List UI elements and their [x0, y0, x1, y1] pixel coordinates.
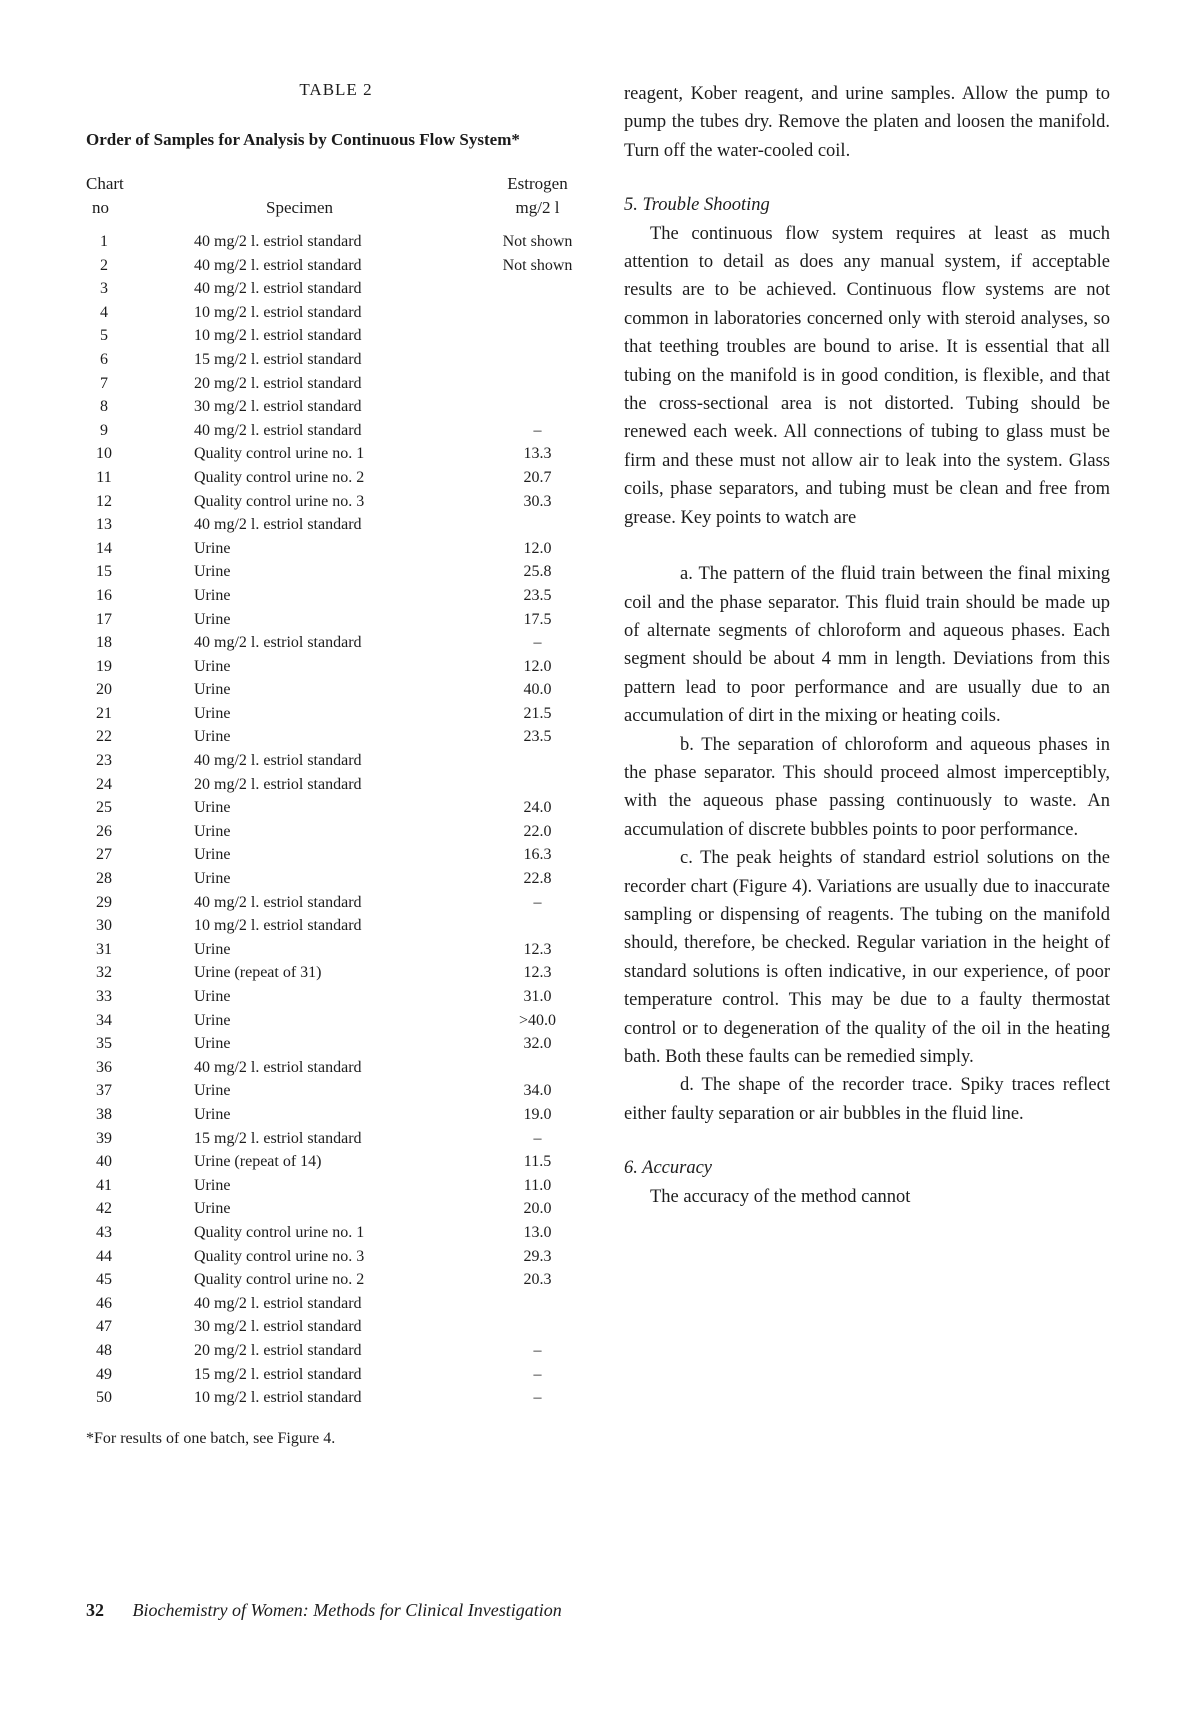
specimen-cell: Urine — [194, 870, 231, 888]
chart-no-cell: 43 — [96, 1223, 112, 1241]
specimen-cell: Urine (repeat of 31) — [194, 964, 322, 982]
specimen-cell: 40 mg/2 l. estriol standard — [194, 893, 362, 911]
table-row — [86, 324, 586, 348]
table-row — [86, 301, 586, 325]
estrogen-cell: 12.0 — [523, 657, 552, 675]
table-row — [86, 914, 586, 938]
specimen-cell: 30 mg/2 l. estriol standard — [194, 398, 362, 416]
table-header — [86, 172, 586, 222]
table-row — [86, 395, 586, 419]
specimen-cell: 15 mg/2 l. estriol standard — [194, 350, 362, 368]
specimen-cell: Urine — [194, 846, 231, 864]
specimen-cell: 20 mg/2 l. estriol standard — [194, 775, 362, 793]
table-title: Order of Samples for Analysis by Continuous Flow System* — [86, 130, 520, 149]
table-row — [86, 1315, 586, 1339]
table-row — [86, 1127, 586, 1151]
specimen-cell: 10 mg/2 l. estriol standard — [194, 303, 362, 321]
specimen-cell: 40 mg/2 l. estriol standard — [194, 256, 362, 274]
specimen-cell: 15 mg/2 l. estriol standard — [194, 1129, 362, 1147]
specimen-cell: 40 mg/2 l. estriol standard — [194, 516, 362, 534]
table-row — [86, 1245, 586, 1269]
chart-no-cell: 7 — [100, 374, 108, 392]
estrogen-cell: – — [533, 893, 542, 911]
estrogen-cell: 13.0 — [523, 1223, 552, 1241]
chart-no-cell: 2 — [100, 256, 108, 274]
accuracy-paragraph: The accuracy of the method cannot — [650, 1186, 911, 1207]
chart-no-cell: 39 — [96, 1129, 112, 1147]
estrogen-cell: 23.5 — [523, 728, 552, 746]
point-a-paragraph: a. The pattern of the fluid train between the final mixing coil and the phase separator. This fluid train should be made up of alternate segments of chloroform and aqueous phases. Each segment should be about 4 mm in length. Deviations from this pattern lead to poor performance and are usually due to an accumulation of dirt in the mixing or heating coils. — [624, 564, 1110, 727]
chart-no-cell: 6 — [100, 350, 108, 368]
specimen-cell: 30 mg/2 l. estriol standard — [194, 1318, 362, 1336]
estrogen-cell: 20.3 — [523, 1271, 552, 1289]
chart-no-cell: 34 — [96, 1011, 112, 1029]
chart-no-cell: 20 — [96, 681, 112, 699]
specimen-cell: 20 mg/2 l. estriol standard — [194, 1341, 362, 1359]
estrogen-cell: 20.7 — [523, 468, 552, 486]
table-row — [86, 678, 586, 702]
header-estrogen-unit: mg/2 l — [515, 198, 560, 217]
estrogen-cell: 23.5 — [523, 586, 552, 604]
specimen-cell: Quality control urine no. 3 — [194, 492, 365, 510]
chart-no-cell: 17 — [96, 610, 112, 628]
specimen-cell: Urine — [194, 1011, 231, 1029]
specimen-cell: Quality control urine no. 3 — [194, 1247, 365, 1265]
estrogen-cell: 13.3 — [523, 445, 552, 463]
chart-no-cell: 16 — [96, 586, 112, 604]
chart-no-cell: 14 — [96, 539, 112, 557]
chart-no-cell: 41 — [96, 1176, 112, 1194]
specimen-cell: Urine — [194, 586, 231, 604]
chart-no-cell: 25 — [96, 799, 112, 817]
chart-no-cell: 29 — [96, 893, 112, 911]
specimen-cell: Quality control urine no. 1 — [194, 1223, 365, 1241]
estrogen-cell: – — [533, 1389, 542, 1407]
table-row — [86, 466, 586, 490]
specimen-cell: Urine — [194, 657, 231, 675]
specimen-cell: 40 mg/2 l. estriol standard — [194, 1058, 362, 1076]
specimen-cell: Quality control urine no. 2 — [194, 1271, 365, 1289]
table-row — [86, 1032, 586, 1056]
chart-no-cell: 13 — [96, 516, 112, 534]
table-row — [86, 277, 586, 301]
chart-no-cell: 36 — [96, 1058, 112, 1076]
estrogen-cell: 40.0 — [523, 681, 552, 699]
estrogen-cell: 31.0 — [523, 988, 552, 1005]
table-label: TABLE 2 — [299, 80, 373, 99]
specimen-cell: 15 mg/2 l. estriol standard — [194, 1365, 362, 1383]
specimen-cell: Urine — [194, 1105, 231, 1123]
chart-no-cell: 46 — [96, 1294, 112, 1312]
specimen-cell: Urine — [194, 681, 231, 699]
chart-no-cell: 11 — [96, 468, 112, 486]
chart-no-cell: 22 — [96, 728, 112, 746]
specimen-cell: 40 mg/2 l. estriol standard — [194, 752, 362, 770]
chart-no-cell: 33 — [96, 988, 112, 1005]
table-row — [86, 843, 586, 867]
specimen-cell: Urine — [194, 988, 231, 1005]
table-row — [86, 725, 586, 749]
specimen-cell: Urine — [194, 822, 231, 840]
chart-no-cell: 31 — [96, 940, 112, 958]
chart-no-cell: 19 — [96, 657, 112, 675]
table-row — [86, 537, 586, 561]
section-heading-accuracy: 6. Accuracy — [624, 1158, 713, 1179]
specimen-cell: 40 mg/2 l. estriol standard — [194, 233, 362, 250]
chart-no-cell: 23 — [96, 752, 112, 770]
table-row — [86, 820, 586, 844]
specimen-cell: Quality control urine no. 2 — [194, 468, 365, 486]
estrogen-cell: 12.3 — [523, 964, 552, 982]
estrogen-cell: 30.3 — [523, 492, 552, 510]
table-row — [86, 1268, 586, 1292]
specimen-cell: 40 mg/2 l. estriol standard — [194, 280, 362, 298]
header-chart: Chart — [86, 174, 124, 193]
table-row — [86, 796, 586, 820]
estrogen-cell: 20.0 — [523, 1200, 552, 1218]
header-estrogen: Estrogen — [507, 174, 568, 193]
body-text — [624, 80, 1110, 1211]
table-row — [86, 631, 586, 655]
chart-no-cell: 42 — [96, 1200, 112, 1218]
specimen-cell: Urine — [194, 1200, 231, 1218]
chart-no-cell: 8 — [100, 398, 108, 416]
estrogen-cell: 34.0 — [523, 1082, 552, 1100]
specimen-cell: Urine — [194, 1176, 231, 1194]
estrogen-cell: Not shown — [502, 256, 573, 274]
chart-no-cell: 32 — [96, 964, 112, 982]
specimen-cell: Urine — [194, 940, 231, 958]
specimen-cell: 10 mg/2 l. estriol standard — [194, 917, 362, 935]
table-row — [86, 1221, 586, 1245]
table-row — [86, 938, 586, 962]
estrogen-cell: 16.3 — [523, 846, 552, 864]
specimen-cell: Urine — [194, 728, 231, 746]
table-row — [86, 1363, 586, 1387]
table-row — [86, 702, 586, 726]
header-specimen: Specimen — [266, 198, 334, 217]
point-b-paragraph: b. The separation of chloroform and aqueous phases in the phase separator. This should proceed almost imperceptibly, with the aqueous phase passing continuously to waste. An accumulation of discrete bubbles points to poor performance. — [624, 734, 1110, 840]
specimen-cell: 40 mg/2 l. estriol standard — [194, 1294, 362, 1312]
chart-no-cell: 1 — [100, 233, 108, 250]
table-row — [86, 1339, 586, 1363]
table-row — [86, 230, 586, 254]
chart-no-cell: 28 — [96, 870, 112, 888]
estrogen-cell: 21.5 — [523, 704, 552, 722]
table-row — [86, 348, 586, 372]
table-row — [86, 419, 586, 443]
point-d-paragraph: d. The shape of the recorder trace. Spiky traces reflect either faulty separation or air bubbles in the fluid line. — [624, 1075, 1110, 1124]
chart-no-cell: 9 — [100, 421, 108, 439]
estrogen-cell: >40.0 — [518, 1011, 557, 1029]
table-row — [86, 442, 586, 466]
chart-no-cell: 3 — [100, 280, 108, 298]
table-row — [86, 1150, 586, 1174]
estrogen-cell: – — [533, 1341, 542, 1359]
estrogen-cell: 12.3 — [523, 940, 552, 958]
estrogen-cell: 12.0 — [523, 539, 552, 557]
specimen-cell: 40 mg/2 l. estriol standard — [194, 421, 362, 439]
page-number: 32 — [86, 1600, 104, 1620]
chart-no-cell: 48 — [96, 1341, 112, 1359]
table-body — [86, 230, 586, 1410]
chart-no-cell: 10 — [96, 445, 112, 463]
table-section — [86, 80, 586, 1448]
table-row — [86, 254, 586, 278]
estrogen-cell: – — [533, 421, 542, 439]
specimen-cell: 20 mg/2 l. estriol standard — [194, 374, 362, 392]
chart-no-cell: 49 — [96, 1365, 112, 1383]
estrogen-cell: 17.5 — [523, 610, 552, 628]
estrogen-cell: – — [533, 1129, 542, 1147]
estrogen-cell: 11.0 — [523, 1176, 552, 1194]
specimen-cell: Quality control urine no. 1 — [194, 445, 365, 463]
specimen-cell: Urine — [194, 704, 231, 722]
chart-no-cell: 37 — [96, 1082, 112, 1100]
chart-no-cell: 44 — [96, 1247, 112, 1265]
table-row — [86, 891, 586, 915]
estrogen-cell: – — [533, 1365, 542, 1383]
chart-no-cell: 50 — [96, 1389, 112, 1407]
table-row — [86, 1292, 586, 1316]
chart-no-cell: 15 — [96, 563, 112, 581]
estrogen-cell: 19.0 — [523, 1105, 552, 1123]
estrogen-cell: 22.0 — [523, 822, 552, 840]
table-row — [86, 1079, 586, 1103]
specimen-cell: Urine — [194, 1082, 231, 1100]
table-row — [86, 1056, 586, 1080]
specimen-cell: Urine — [194, 799, 231, 817]
table-row — [86, 372, 586, 396]
chart-no-cell: 45 — [96, 1271, 112, 1289]
page-footer — [86, 1600, 562, 1621]
point-c-paragraph: c. The peak heights of standard estriol solutions on the recorder chart (Figure 4). Variations are usually due to inaccurate sampling or dispensing of reagents. The tubing on the manifold should, therefore, be checked. Regular variation in the height of standard solutions is often indicative, in our experience, of poor temperature control. This may be due to a faulty thermostat control or to degeneration of the quality of the oil in the heating bath. Both these faults can be remedied simply. — [624, 848, 1110, 1067]
chart-no-cell: 30 — [96, 917, 112, 935]
estrogen-cell: 32.0 — [523, 1035, 552, 1053]
specimen-cell: Urine — [194, 563, 231, 581]
chart-no-cell: 40 — [96, 1153, 112, 1171]
table-row — [86, 961, 586, 985]
chart-no-cell: 12 — [96, 492, 112, 510]
specimen-cell: Urine — [194, 1035, 231, 1053]
section-heading-trouble-shooting: 5. Trouble Shooting — [624, 195, 770, 216]
chart-no-cell: 4 — [100, 303, 108, 321]
estrogen-cell: 24.0 — [523, 799, 552, 817]
trouble-shooting-paragraph: The continuous flow system requires at least as much attention to detail as does any manual system, if acceptable results are to be achieved. Continuous flow systems are not common in laboratories concerned only with steroid analyses, so that teething troubles are bound to arise. It is essential that all tubing on the manifold is in good condition, is flexible, and that the cross-sectional area is not distorted. Tubing should be renewed each week. All connections of tubing to glass must be firm and these must not allow air to leak into the system. Glass coils, phase separators, and tubing must be clean and free from grease. Key points to watch are — [624, 223, 1110, 528]
specimen-cell: Urine — [194, 610, 231, 628]
table-row — [86, 490, 586, 514]
table-row — [86, 608, 586, 632]
table-row — [86, 773, 586, 797]
table-row — [86, 749, 586, 773]
table-row — [86, 1009, 586, 1033]
table-row — [86, 1386, 586, 1410]
specimen-cell: 40 mg/2 l. estriol standard — [194, 634, 362, 652]
specimen-cell: 10 mg/2 l. estriol standard — [194, 327, 362, 345]
chart-no-cell: 38 — [96, 1105, 112, 1123]
chart-no-cell: 24 — [96, 775, 112, 793]
table-row — [86, 513, 586, 537]
estrogen-cell: 29.3 — [523, 1247, 552, 1265]
table-footnote: *For results of one batch, see Figure 4. — [86, 1429, 336, 1447]
estrogen-cell: – — [533, 634, 542, 652]
header-no: no — [92, 198, 109, 217]
estrogen-cell: 11.5 — [523, 1153, 552, 1171]
table-row — [86, 867, 586, 891]
chart-no-cell: 27 — [96, 846, 112, 864]
specimen-cell: Urine (repeat of 14) — [194, 1153, 322, 1171]
table-row — [86, 560, 586, 584]
intro-paragraph: reagent, Kober reagent, and urine samples. Allow the pump to pump the tubes dry. Remove the platen and loosen the manifold. Turn off the water-cooled coil. — [624, 84, 1110, 161]
table-row — [86, 985, 586, 1009]
chart-no-cell: 18 — [96, 634, 112, 652]
specimen-cell: Urine — [194, 539, 231, 557]
chart-no-cell: 26 — [96, 822, 112, 840]
chart-no-cell: 35 — [96, 1035, 112, 1053]
chart-no-cell: 5 — [100, 327, 108, 345]
table-row — [86, 1103, 586, 1127]
table-row — [86, 655, 586, 679]
table-row — [86, 1174, 586, 1198]
estrogen-cell: 22.8 — [523, 870, 552, 888]
specimen-cell: 10 mg/2 l. estriol standard — [194, 1389, 362, 1407]
estrogen-cell: 25.8 — [523, 563, 552, 581]
book-title: Biochemistry of Women: Methods for Clinical Investigation — [132, 1600, 562, 1620]
estrogen-cell: Not shown — [502, 233, 573, 250]
chart-no-cell: 21 — [96, 704, 112, 722]
chart-no-cell: 47 — [96, 1318, 112, 1336]
table-row — [86, 584, 586, 608]
table-row — [86, 1197, 586, 1221]
